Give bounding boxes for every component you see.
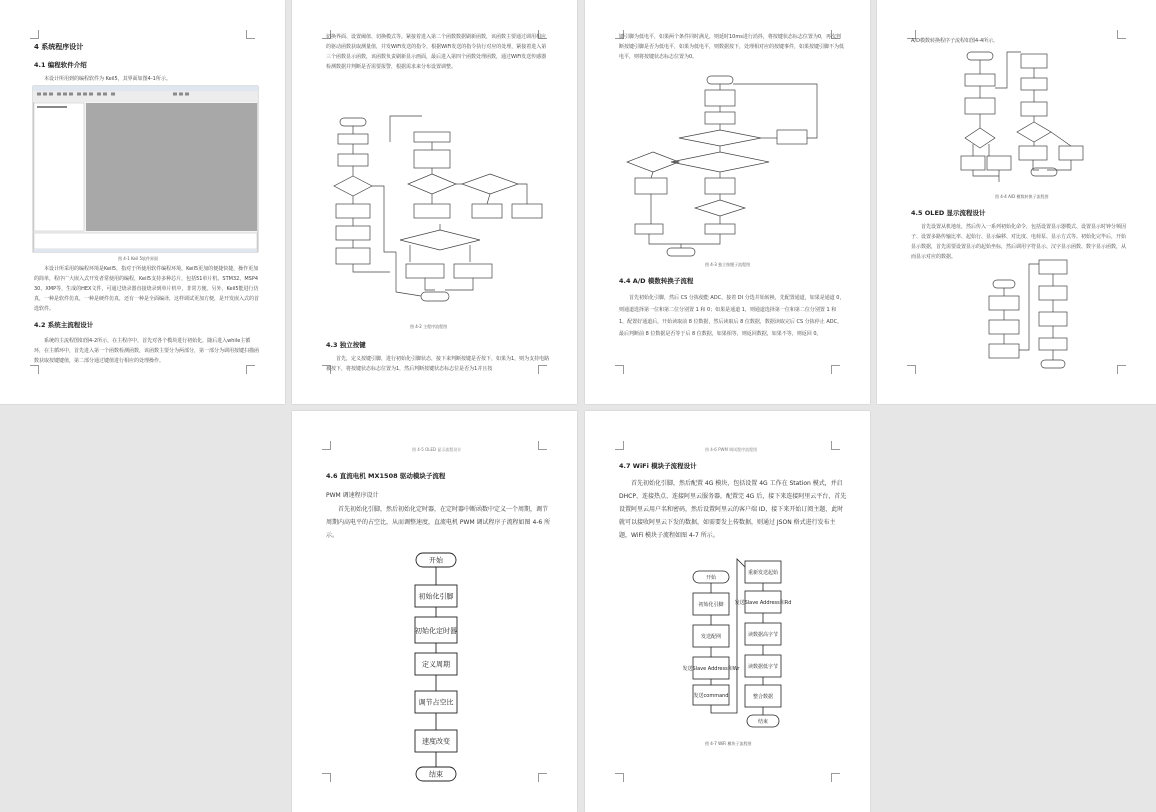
wifi-node-merge-data: 整合数据 bbox=[752, 694, 774, 700]
heading-dev-software: 4.1 编程软件介绍 bbox=[34, 61, 87, 69]
heading-independent-key: 4.3 独立按键 bbox=[326, 341, 366, 349]
motor-text: 首先初始化引脚，然后初始化定时器，在定时器中断函数中定义一个周期，调节周期内高电平的占空比，从而调整速度，直流电机 PWM 调试程序子流程如图 4-6 所示。 bbox=[326, 506, 551, 539]
wifi-node-send-command: 发送command bbox=[693, 693, 729, 699]
key-text-continued: 键引脚为低电平，如果两个条件同时满足，则延时10ms进行消抖，将按键状态标志位置为0，再次判断按键引脚是否为低电平，如果为低电平，则数据按下，处理相对应的按键事件，如果按键引脚不为低电平，则将按键状态标志位置为0。 bbox=[619, 34, 845, 60]
figure-4-4-caption: 图 4-4 A/D 模数转换子流程图 bbox=[995, 194, 1049, 199]
heading-main-flow: 4.2 系统主流程设计 bbox=[34, 321, 94, 329]
adc-flow-intro: A/D模数转换程序子流程如图4-4所示。 bbox=[911, 38, 999, 44]
heading-adc: 4.4 A/D 模数转换子流程 bbox=[619, 277, 694, 285]
wifi-node-resend-start: 重新发送起始 bbox=[747, 570, 779, 576]
figure-4-1-caption: 图 4-1 Keil 5软件界面 bbox=[118, 256, 158, 261]
main-program-flowchart bbox=[330, 112, 550, 312]
pwm-flowchart bbox=[410, 549, 470, 789]
pwm-node-init-pins: 初始化引脚 bbox=[418, 592, 454, 601]
page-header: 图 4-5 OLED 显示流程设计 bbox=[412, 447, 462, 452]
independent-key-flowchart bbox=[621, 72, 841, 258]
adc-flowchart bbox=[961, 48, 1101, 188]
document-page-2[interactable] bbox=[292, 0, 577, 404]
document-page-5[interactable] bbox=[292, 411, 577, 812]
pwm-node-define-period: 定义周期 bbox=[422, 660, 450, 669]
pwm-node-speed-change: 速度改变 bbox=[422, 737, 450, 746]
heading-wifi: 4.7 WiFi 模块子流程设计 bbox=[619, 462, 697, 470]
heading-motor: 4.6 直流电机 MX1508 驱动模块子流程 bbox=[326, 472, 446, 480]
pwm-node-end: 结束 bbox=[429, 770, 443, 779]
wifi-text: 首先初始化引脚，然后配置 4G 模块，包括设置 4G 工作在 Station 模式，并启 DHCP、连接热点、连接阿里云服务器，配置完 4G 后，接下来连接阿里云平台，首先设置阿里云用户名和密码，然后设置阿里云的客户端 ID，接下来开始订阅主题，此时就可以接收阿里云下发的数据，如需要发上传数据，则通过 JSON 格式进行发布主题，WiFi 模块子流程如图 4-7 所示。 bbox=[619, 480, 847, 539]
keil-screenshot-image bbox=[33, 86, 258, 252]
heading-oled: 4.5 OLED 显示流程设计 bbox=[911, 209, 986, 217]
wifi-node-send-slave-wr: 发送Slave Address和Wr bbox=[682, 666, 740, 672]
document-page-6[interactable] bbox=[585, 411, 870, 812]
wifi-node-start: 开始 bbox=[705, 575, 717, 581]
pwm-node-start: 开始 bbox=[429, 556, 443, 565]
wifi-node-read-low: 读数据低字节 bbox=[747, 664, 779, 670]
wifi-node-end: 结束 bbox=[757, 719, 769, 725]
page-header: 图 4-6 PWM 调试程序流程图 bbox=[705, 447, 758, 452]
key-text: 首先，定义按键引脚，进行初始化引脚状态，接下来判断按键是否按下，如果为1，则为支持电路被按下，将按键状态标志位置为1，然后判断按键状态标志位是否为1并且按 bbox=[326, 356, 550, 372]
adc-text: 首先初始化引脚，然后 CS 分拣使能 ADC，接着 DI 分选并始转换，先配置通道，如果是通道 0，则通道选择第一位和第二位分别置 1 和 0；如果是通道 1，则通道选择第一位和第二位分别置 1 和 1，配置好通道后，开始读取前 8 位数据，然后读取后 8 位数据，数据读取完后 CS 分拣停止 ADC，最后判断前 8 位数据是否等于后 8 位数据，如果相等，则返回数据，如果不等，则返回 0。 bbox=[619, 295, 845, 337]
figure-4-3-caption: 图 4-3 独立按键子流程图 bbox=[705, 262, 751, 267]
figure-4-2-caption: 图 4-2 主程序流程图 bbox=[410, 324, 448, 329]
wifi-node-send-config: 发送配网 bbox=[700, 634, 722, 640]
main-flow-text: 系统的主流程图如图4-2所示，在主程序中，首先对各个模块进行初始化，随后进入while主循环，在主循环中，首先进入第一个函数检测函数，该函数主要分为两部分，第一部分为调用按键扫描函数获取按键键值，第二部分通过键值进行相应的处理操作。 bbox=[34, 338, 260, 364]
oled-flowchart bbox=[987, 258, 1107, 376]
document-page-1[interactable] bbox=[0, 0, 285, 404]
main-flow-continued: 切换界面、设置阈值、切换模式等。紧接着进入第二个函数数据刷新函数，该函数主要通过调用相应的驱动函数获取测量值，并发WiFi发送的指令，根据WiFi发送的指令执行对应的处理，紧接着进入第三个函数显示函数，该函数负责刷新显示画面，最后进入第四个函数处理函数，通过WiFi发送传感器检测数据并判断是否需要报警，根据需求来分布设置调整。 bbox=[326, 34, 547, 70]
wifi-flowchart bbox=[682, 557, 801, 737]
document-page-3[interactable] bbox=[585, 0, 870, 404]
oled-text: 首先设置从机地址，然后传入一系列初始化命令，包括设置显示器模式、设置显示时钟分频因子、设置多路传输比率、起始行、显示偏移、对比度、电荷泵、显示方式等。初始化完毕后，开始显示数据，首先需要设置显示的起始坐标，然后调用字符显示、汉字显示函数、数字显示函数，从而显示对应的数据。 bbox=[911, 224, 1127, 260]
keil-description: 本设计所采用的编程环境是Keil5，指对于所使用软件编程环境，Keil5更加的便捷快捷，操作更加的简单，程序广大嵌入式开发者常使用的编程，Keil5支持多种芯片，包括51单片机、STM32、MSP430、XMP等，生成的HEX文件，可通过烧录器直接烧录到单片机中，非常方便。另外，Keil5能进行仿真，一种是软件仿真，一种是硬件仿真，还有一种是全面编译，这样调试更加方便，是开发嵌入式的首选软件。 bbox=[34, 266, 260, 312]
pwm-node-adjust-duty: 调节占空比 bbox=[418, 698, 454, 707]
wifi-node-read-high: 读数据高字节 bbox=[747, 632, 779, 638]
intro-text: 本设计所用到的编程软件为 Keil5，其界面如图4-1所示。 bbox=[44, 76, 171, 82]
figure-4-7-caption: 图 4-7 WiFi 模块子流程图 bbox=[705, 741, 752, 746]
pwm-node-init-timer: 初始化定时器 bbox=[415, 627, 457, 635]
pwm-subheading: PWM 调速程序设计 bbox=[326, 492, 379, 499]
heading-system-design: 4 系统程序设计 bbox=[34, 43, 84, 51]
wifi-node-init-pins: 初始化引脚 bbox=[698, 602, 724, 608]
wifi-node-send-slave-rd: 发送Slave Address和Rd bbox=[734, 600, 792, 606]
document-page-4[interactable] bbox=[877, 0, 1156, 404]
